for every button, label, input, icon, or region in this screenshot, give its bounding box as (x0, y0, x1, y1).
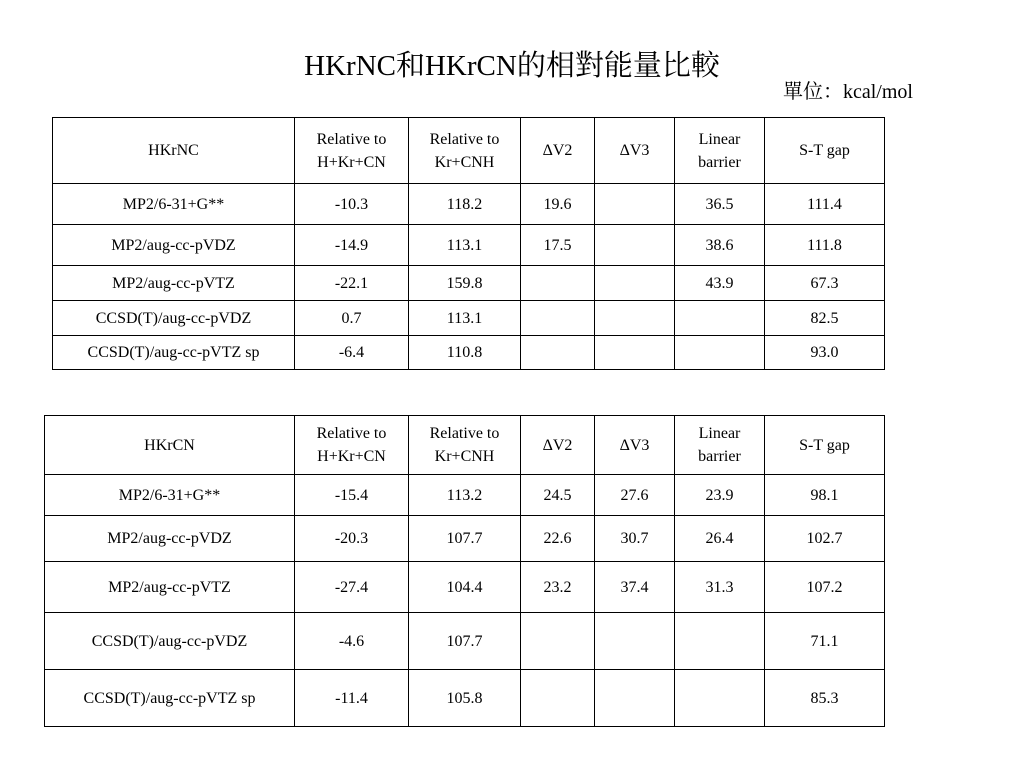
method-cell: CCSD(T)/aug-cc-pVDZ (45, 613, 295, 670)
value-cell: 159.8 (409, 266, 521, 301)
value-cell (595, 613, 675, 670)
value-cell: 31.3 (675, 562, 765, 613)
value-cell (521, 301, 595, 336)
value-cell: 27.6 (595, 475, 675, 516)
table-header-row (53, 118, 885, 184)
value-cell: 17.5 (521, 225, 595, 266)
value-cell: -20.3 (295, 516, 409, 562)
header-st-gap: S-T gap (765, 118, 885, 184)
value-cell: 118.2 (409, 184, 521, 225)
value-cell: 98.1 (765, 475, 885, 516)
value-cell (521, 336, 595, 370)
value-cell (595, 184, 675, 225)
value-cell (521, 266, 595, 301)
method-cell: MP2/6-31+G** (53, 184, 295, 225)
value-cell (675, 301, 765, 336)
value-cell: 107.7 (409, 613, 521, 670)
value-cell: 71.1 (765, 613, 885, 670)
table-row (45, 613, 885, 670)
value-cell (595, 301, 675, 336)
value-cell: -11.4 (295, 670, 409, 727)
value-cell: 111.4 (765, 184, 885, 225)
value-cell: 30.7 (595, 516, 675, 562)
table-row (53, 266, 885, 301)
header-molecule: HKrCN (45, 416, 295, 475)
value-cell: 85.3 (765, 670, 885, 727)
header-st-gap: S-T gap (765, 416, 885, 475)
method-cell: CCSD(T)/aug-cc-pVDZ (53, 301, 295, 336)
value-cell: -22.1 (295, 266, 409, 301)
value-cell: 67.3 (765, 266, 885, 301)
value-cell: 110.8 (409, 336, 521, 370)
value-cell: 104.4 (409, 562, 521, 613)
table-row (45, 670, 885, 727)
value-cell (675, 613, 765, 670)
table-row (53, 336, 885, 370)
value-cell (675, 336, 765, 370)
value-cell: 113.1 (409, 301, 521, 336)
table-row (45, 475, 885, 516)
table-header-row (45, 416, 885, 475)
header-relative-h-kr-cn: Relative to H+Kr+CN (295, 416, 409, 475)
header-delta-v3: ΔV3 (595, 416, 675, 475)
value-cell: -6.4 (295, 336, 409, 370)
value-cell: 26.4 (675, 516, 765, 562)
header-relative-kr-cnh: Relative to Kr+CNH (409, 118, 521, 184)
method-cell: MP2/aug-cc-pVTZ (45, 562, 295, 613)
hkrnc-energy-table (52, 117, 885, 370)
method-cell: MP2/aug-cc-pVDZ (53, 225, 295, 266)
value-cell: 43.9 (675, 266, 765, 301)
header-delta-v2: ΔV2 (521, 118, 595, 184)
value-cell: 107.2 (765, 562, 885, 613)
value-cell: 36.5 (675, 184, 765, 225)
method-cell: MP2/aug-cc-pVTZ (53, 266, 295, 301)
value-cell: 0.7 (295, 301, 409, 336)
table-row (53, 301, 885, 336)
header-delta-v3: ΔV3 (595, 118, 675, 184)
unit-label: 單位：kcal/mol (783, 81, 913, 103)
value-cell (595, 336, 675, 370)
value-cell (595, 266, 675, 301)
header-molecule: HKrNC (53, 118, 295, 184)
value-cell: -27.4 (295, 562, 409, 613)
value-cell (595, 225, 675, 266)
table-row (45, 516, 885, 562)
value-cell: -4.6 (295, 613, 409, 670)
page-title: HKrNC和HKrCN的相對能量比較 (304, 50, 720, 82)
value-cell: -14.9 (295, 225, 409, 266)
hkrcn-energy-table (44, 415, 885, 727)
value-cell: 22.6 (521, 516, 595, 562)
method-cell: MP2/6-31+G** (45, 475, 295, 516)
value-cell: 93.0 (765, 336, 885, 370)
value-cell: 19.6 (521, 184, 595, 225)
value-cell (675, 670, 765, 727)
value-cell: 23.9 (675, 475, 765, 516)
value-cell: 113.1 (409, 225, 521, 266)
value-cell (595, 670, 675, 727)
method-cell: CCSD(T)/aug-cc-pVTZ sp (53, 336, 295, 370)
value-cell: 38.6 (675, 225, 765, 266)
value-cell: 107.7 (409, 516, 521, 562)
header-relative-kr-cnh: Relative to Kr+CNH (409, 416, 521, 475)
value-cell: 23.2 (521, 562, 595, 613)
value-cell: -15.4 (295, 475, 409, 516)
method-cell: CCSD(T)/aug-cc-pVTZ sp (45, 670, 295, 727)
value-cell (521, 613, 595, 670)
table-row (53, 225, 885, 266)
header-relative-h-kr-cn: Relative to H+Kr+CN (295, 118, 409, 184)
value-cell: 113.2 (409, 475, 521, 516)
value-cell: 102.7 (765, 516, 885, 562)
header-linear-barrier: Linear barrier (675, 416, 765, 475)
value-cell (521, 670, 595, 727)
value-cell: 105.8 (409, 670, 521, 727)
method-cell: MP2/aug-cc-pVDZ (45, 516, 295, 562)
value-cell: 37.4 (595, 562, 675, 613)
value-cell: 111.8 (765, 225, 885, 266)
value-cell: -10.3 (295, 184, 409, 225)
table-row (45, 562, 885, 613)
value-cell: 82.5 (765, 301, 885, 336)
value-cell: 24.5 (521, 475, 595, 516)
table-row (53, 184, 885, 225)
header-delta-v2: ΔV2 (521, 416, 595, 475)
header-linear-barrier: Linear barrier (675, 118, 765, 184)
